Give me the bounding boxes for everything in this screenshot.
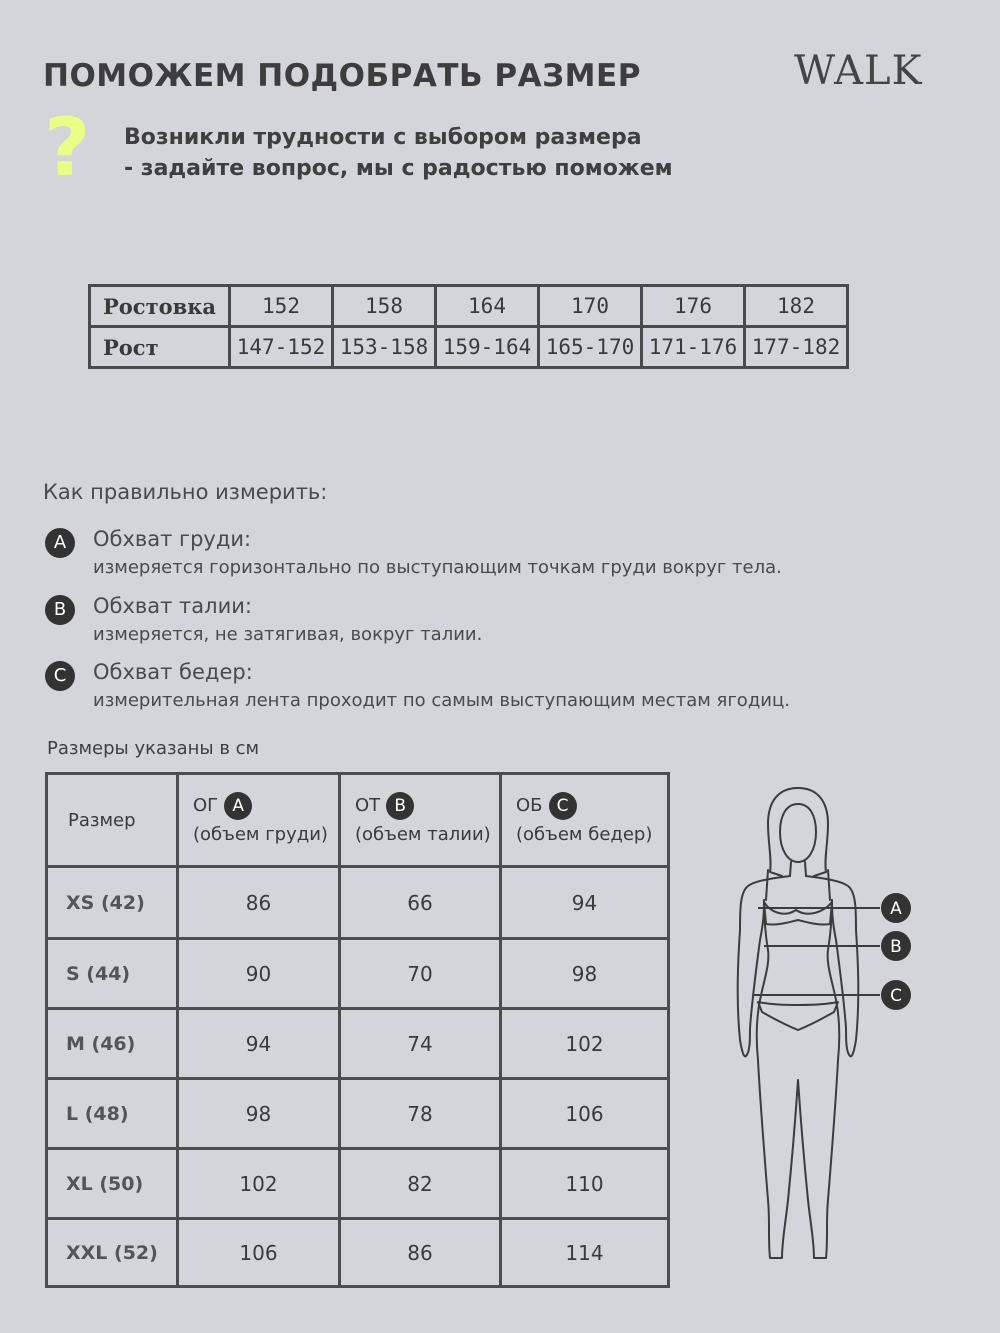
table-row (47, 1149, 669, 1219)
header-ob-label: ОБ (516, 795, 543, 816)
header-size: Размер (47, 774, 178, 867)
measure-name-hips: Обхват бедер: (93, 660, 253, 684)
header-og-label: ОГ (193, 795, 219, 816)
table-row (47, 939, 669, 1009)
height-table-row-size (90, 286, 848, 327)
measure-desc-chest: измеряется горизонтально по выступающим точкам груди вокруг тела. (93, 557, 782, 578)
neck-outline (790, 862, 806, 876)
height-size-cell: 170 (539, 286, 642, 327)
height-size-cell: 158 (333, 286, 436, 327)
table-row (47, 1009, 669, 1079)
body-figure (700, 780, 920, 1270)
header-og-sub: (объем груди) (193, 824, 328, 845)
height-table (88, 284, 849, 369)
ot-cell: 78 (340, 1079, 501, 1149)
header-ot (340, 774, 501, 867)
table-row (47, 1079, 669, 1149)
size-cell: XXL (52) (47, 1219, 178, 1287)
badge-c-icon: C (45, 661, 75, 691)
height-range-cell: 153-158 (333, 327, 436, 368)
brand-logo (794, 48, 922, 94)
row-label-rost: Рост (90, 327, 230, 368)
badge-c-icon: C (549, 792, 577, 820)
figure-label-c: C (890, 986, 902, 1006)
briefs-outline (758, 1002, 838, 1030)
ob-cell: 114 (501, 1219, 669, 1287)
height-size-cell: 164 (436, 286, 539, 327)
ot-cell: 74 (340, 1009, 501, 1079)
size-cell: M (46) (47, 1009, 178, 1079)
face-outline (780, 804, 816, 862)
height-range-cell: 165-170 (539, 327, 642, 368)
help-text (124, 122, 673, 184)
height-range-cell: 171-176 (642, 327, 745, 368)
header-ob-sub: (объем бедер) (516, 824, 653, 845)
og-cell: 94 (178, 1009, 340, 1079)
brand-text: WALK (794, 48, 923, 94)
torso-outline (757, 900, 840, 1258)
ob-cell: 110 (501, 1149, 669, 1219)
table-row (47, 867, 669, 939)
ot-cell: 66 (340, 867, 501, 939)
figure-label-b: B (890, 937, 902, 957)
size-table-header (47, 774, 669, 867)
og-cell: 90 (178, 939, 340, 1009)
og-cell: 102 (178, 1149, 340, 1219)
help-line-1: Возникли трудности с выбором размера (124, 125, 642, 150)
measure-desc-waist: измеряется, не затягивая, вокруг талии. (93, 624, 483, 645)
og-cell: 86 (178, 867, 340, 939)
measure-desc-hips: измерительная лента проходит по самым выступающим местам ягодиц. (93, 690, 790, 711)
ot-cell: 82 (340, 1149, 501, 1219)
height-size-cell: 176 (642, 286, 745, 327)
size-cell: L (48) (47, 1079, 178, 1149)
row-label-rostovka: Ростовка (90, 286, 230, 327)
size-cell: XS (42) (47, 867, 178, 939)
height-range-cell: 177-182 (745, 327, 848, 368)
ob-cell: 98 (501, 939, 669, 1009)
header-og (178, 774, 340, 867)
ob-cell: 102 (501, 1009, 669, 1079)
help-line-2: - задайте вопрос, мы с радостью поможем (124, 156, 673, 181)
question-mark-icon: ? (44, 101, 91, 194)
measure-name-chest: Обхват груди: (93, 527, 252, 551)
badge-a-icon: A (45, 528, 75, 558)
measure-name-waist: Обхват талии: (93, 594, 252, 618)
units-note: Размеры указаны в см (47, 738, 260, 759)
height-table-row-range (90, 327, 848, 368)
ob-cell: 106 (501, 1079, 669, 1149)
badge-b-icon: B (45, 595, 75, 625)
height-range-cell: 159-164 (436, 327, 539, 368)
table-row (47, 1219, 669, 1287)
size-cell: XL (50) (47, 1149, 178, 1219)
ob-cell: 94 (501, 867, 669, 939)
size-cell: S (44) (47, 939, 178, 1009)
ot-cell: 70 (340, 939, 501, 1009)
header-ot-sub: (объем талии) (355, 824, 491, 845)
og-cell: 106 (178, 1219, 340, 1287)
height-size-cell: 182 (745, 286, 848, 327)
header-ot-label: ОТ (355, 795, 381, 816)
badge-b-icon: B (386, 792, 414, 820)
ot-cell: 86 (340, 1219, 501, 1287)
header-ob (501, 774, 669, 867)
og-cell: 98 (178, 1079, 340, 1149)
measure-heading: Как правильно измерить: (43, 480, 328, 504)
page-title: ПОМОЖЕМ ПОДОБРАТЬ РАЗМЕР (43, 58, 641, 94)
figure-label-a: A (890, 899, 902, 919)
badge-a-icon: A (224, 792, 252, 820)
height-size-cell: 152 (230, 286, 333, 327)
size-table (45, 772, 670, 1288)
height-range-cell: 147-152 (230, 327, 333, 368)
